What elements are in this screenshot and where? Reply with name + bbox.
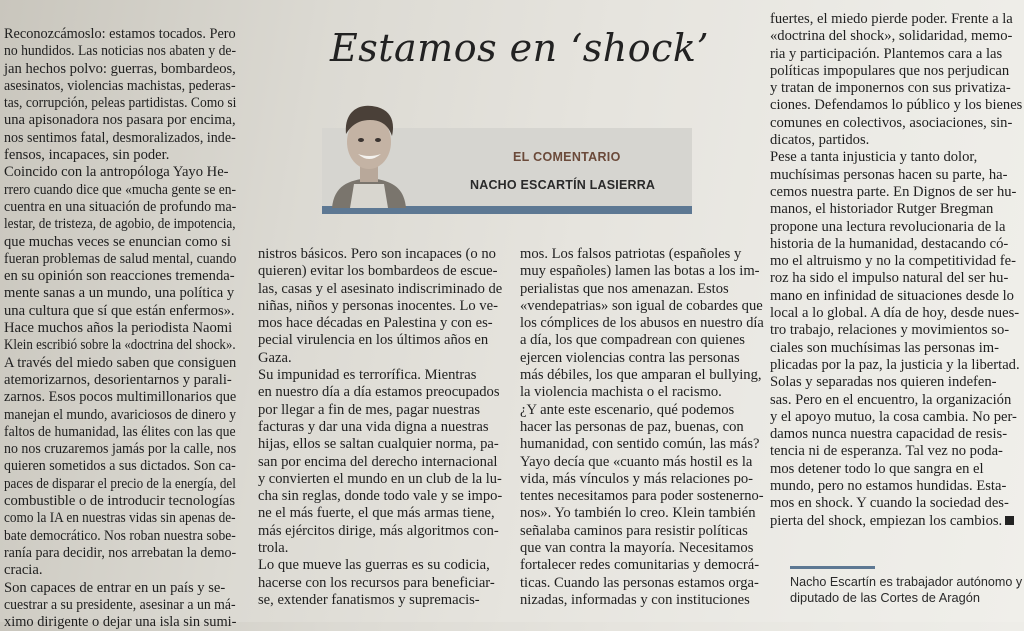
article-column-3 [520,246,764,609]
text-line: local a lo global. A día de hoy, desde nues- [770,305,1020,322]
text-line: no nos cruzaremos jamás por la calle, nos [4,441,237,458]
text-line: «doctrina del shock», solidaridad, memo- [770,28,1013,45]
text-line: y tratan de imponernos con sus privatiza- [770,80,1011,97]
text-line: tencia ni de esperanza. Tal vez no poda- [770,443,1003,460]
text-line: niñas, niños y personas inocentes. Lo ve- [258,297,498,314]
text-line: manos, el historiador Rutger Bregman [770,201,994,218]
text-line: plicadas por la paz, la justicia y la libertad. [770,356,1020,373]
text-line: Lo que mueve las guerras es su codicia, [258,557,490,574]
text-line: muchísimas personas hacen su parte, ha- [770,166,1008,183]
section-tag: EL COMENTARIO [513,150,621,164]
text-line: zarnos. Esos pocos multimillonarios que [4,389,237,406]
text-line: san por encima del derecho internacional [258,453,498,470]
text-line: lestar, de tristeza, de agobio, de impotencia, [4,216,236,233]
footer-rule [790,566,875,569]
text-line: las, casas y el asesinato indiscriminado de [258,280,503,297]
text-line: ¿Y ante este escenario, qué podemos [520,401,735,418]
text-line: como la IA en nuestras vidas sin apenas de- [4,510,236,527]
text-line: comunes en colectivos, asociaciones, sin- [770,114,1013,131]
text-line: hijas, ellos se saltan cualquier norma, pa- [258,436,499,453]
text-line: bate democrático. Nos roban nuestra sobe- [4,527,236,544]
text-line: cuestrar a su presidente, asesinar a un má- [4,596,236,613]
text-line: y el apoyo mutuo, la cosa cambia. No per- [770,408,1017,425]
text-line: una cultura que sí que están enfermos». [4,302,235,319]
text-line: atemorizarnos, desorientarnos y parali- [4,371,232,388]
text-line: Hace muchos años la periodista Naomi [4,320,233,337]
text-line: fuertes, el miedo pierde poder. Frente a la [770,11,1013,27]
text-line: quieren sometidos a sus dictados. Son ca- [4,458,236,475]
text-line: ticas. Cuando las personas estamos orga- [520,574,759,591]
text-line: cemos nuestra parte. En Dignos de ser hu- [770,183,1017,200]
text-line: jan hechos polvo: guerras, bombardeos, [4,60,236,77]
text-line: ria y participación. Plantemos cara a las [770,45,1003,62]
text-line: muy españoles) lamen las botas a los im- [520,263,760,280]
text-line: ranía para decidir, nos arrebatan la demo- [4,544,237,561]
text-line: que van contra la mayoría. Necesitamos [520,540,754,557]
text-line: y convierten el mundo en un club de la lu- [258,470,502,487]
text-line: humanidad, con sentido común, las más? [520,436,760,453]
text-line: políticas impopulares que nos perjudican [770,62,1010,79]
text-line: pierta del shock, empiezan los cambios. [770,513,1022,530]
text-line: sas. Pero en el encuentro, la organización [770,391,1012,408]
text-line: una apisonadora nos pasara por encima, [4,112,236,129]
text-line: ejercen violencias contra las personas [520,349,740,366]
text-line: facturas y dar una vida digna a nuestras [258,418,489,435]
text-line: se, extender fanatismos y supremacis- [258,591,480,608]
text-line: en nuestro día a día estamos preocupados [258,384,500,401]
text-line: vida, más vínculos y más relaciones po- [520,470,754,487]
text-line: por llegar a fin de mes, pagar nuestras [258,401,481,418]
text-line: manejan el mundo, avariciosos de dinero y [4,406,237,423]
article-column-2 [258,246,502,609]
text-line: nos sentimos fatal, desmoralizados, inde- [4,129,236,146]
text-line: tro trabajo, relaciones y movimientos so- [770,322,1010,339]
text-line: dicatos, partidos. [770,132,870,149]
text-line: mano en infinidad de situaciones desde lo [770,287,1014,304]
text-line: «vendepatrias» son igual de cobardes que [520,297,763,314]
text-line: mos en shock. Y cuando la sociedad des- [770,495,1009,512]
text-line: Pese a tanta injusticia y tanto dolor, [770,149,978,166]
text-line: cracia. [4,562,43,579]
text-line: ciones. Defendamos lo público y los bienes [770,97,1023,114]
text-line: señalaba caminos para resistir políticas [520,522,748,539]
text-line: en su opinión son reacciones tremenda- [4,268,235,285]
bio-line: Nacho Escartín es trabajador autónomo y [790,574,1023,589]
text-line: Solas y separadas nos quieren indefen- [770,374,997,391]
text-line: quieren) evitar los bombardeos de escue- [258,263,498,280]
text-line: Gaza. [258,349,292,366]
text-line: Yayo decía que «cuanto más hostil es la [520,453,753,470]
text-line: fueran problemas de salud mental, cuando [4,250,237,267]
text-line: Coincido con la antropóloga Yayo He- [4,164,229,181]
text-line: no hundidos. Las noticias nos abaten y de- [4,43,237,60]
text-line: nos». Yo también lo creo. Klein también [520,505,756,522]
end-mark-icon [1005,516,1014,525]
text-line: cuentra en una situación de profundo ma- [4,198,237,215]
text-line: fensos, incapaces, sin poder. [4,147,170,164]
text-line: tentes necesitamos para poder sostenerno- [520,488,764,505]
text-line: perialistas que nos amenazan. Estos [520,280,729,297]
text-line: faltos de humanidad, las élites con las que [4,423,236,440]
text-line: mos hace décadas en Palestina y con es- [258,315,493,332]
text-line: damos nunca nuestra capacidad de resis- [770,426,1008,443]
text-line: la violencia machista o el racismo. [520,384,722,401]
text-line: ciales son muchísimas las personas im- [770,339,999,356]
text-line: propone una lectura revolucionaria de la [770,218,1006,235]
text-line: cha sin reglas, donde todo vale y se impo- [258,488,503,505]
text-line: rrero cuando dice que «mucha gente se en- [4,181,237,198]
text-line: combustible o de introducir tecnologías [4,493,236,510]
article-title: Estamos en ‘shock’ [330,26,710,70]
text-line: trola. [258,540,289,557]
text-line: ximo dirigente o dejar una isla sin sumi- [4,614,237,631]
text-line: ne el más fuerte, el que más armas tiene, [258,505,495,522]
text-line: fortalecer redes comunitarias y democrá- [520,557,760,574]
author-photo [326,100,412,208]
text-line: más ejércitos dirige, más algoritmos con- [258,522,499,539]
author-bio [790,574,1022,605]
text-line: hacerse con los recursos para beneficiar- [258,574,495,591]
text-line: que muchas veces se enuncian como si [4,233,231,250]
text-line: a día, los que compadrean con quienes [520,332,745,349]
text-line: nizadas, informadas y con instituciones [520,591,750,608]
text-line: tas, corrupción, peleas partidistas. Como si [4,95,237,112]
text-line: hacer las personas de paz, buenas, con [520,418,744,435]
text-line: más débiles, los que amparan el bullying, [520,367,762,384]
text-line: historia de la humanidad, destacando có- [770,235,1009,252]
text-line: mente sanas a un mundo, una política y [4,285,235,302]
article-column-4 [770,11,1022,530]
text-line: mos. Los falsos patriotas (españoles y [520,246,742,262]
text-line: paces de disparar el precio de la energía, del [4,475,236,492]
text-line: asesinatos, violencias machistas, pederas- [4,77,236,94]
text-line: mundo, pero no estamos hundidas. Esta- [770,478,1007,495]
text-line: mos detener todo lo que sangra en el [770,460,984,477]
text-line: Reconozcámoslo: estamos tocados. Pero [4,26,236,42]
text-line: Son capaces de entrar en un país y se- [4,579,226,596]
text-line: roz ha sido el impulso natural del ser hu- [770,270,1009,287]
text-line: los cómplices de los abusos en nuestro día [520,315,764,332]
bio-line: diputado de las Cortes de Aragón [790,589,980,605]
author-name: NACHO ESCARTÍN LASIERRA [470,178,656,192]
text-line: nistros básicos. Pero son incapaces (o no [258,246,496,262]
text-line: Su impunidad es terrorífica. Mientras [258,367,477,384]
text-line: mo el altruismo y no la competitividad fe- [770,253,1017,270]
article-column-1 [4,26,236,631]
text-line: A través del miedo saben que consiguen [4,354,237,371]
text-line: Klein escribió sobre la «doctrina del shock». [4,337,236,354]
text-line: pecial virulencia en los últimos años en [258,332,489,349]
